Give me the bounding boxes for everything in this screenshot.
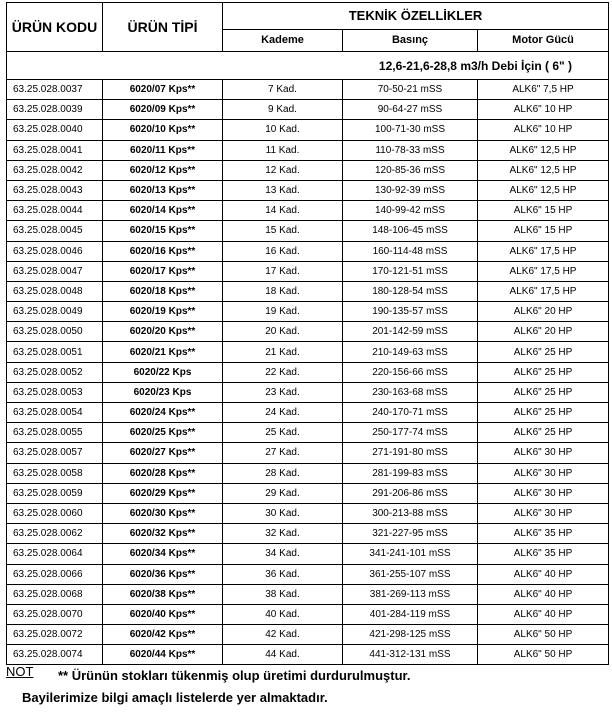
cell-motor-power: ALK6" 12,5 HP xyxy=(478,180,609,200)
cell-motor-power: ALK6" 50 HP xyxy=(478,645,609,665)
table-row xyxy=(7,120,609,140)
cell-product-type: 6020/38 Kps** xyxy=(103,584,223,604)
cell-product-code: 63.25.028.0046 xyxy=(7,241,103,261)
cell-product-type: 6020/30 Kps** xyxy=(103,503,223,523)
cell-motor-power: ALK6" 35 HP xyxy=(478,544,609,564)
cell-motor-power: ALK6" 25 HP xyxy=(478,423,609,443)
cell-product-type: 6020/21 Kps** xyxy=(103,342,223,362)
cell-product-code: 63.25.028.0044 xyxy=(7,201,103,221)
cell-stage: 42 Kad. xyxy=(223,625,343,645)
cell-stage: 38 Kad. xyxy=(223,584,343,604)
cell-stage: 10 Kad. xyxy=(223,120,343,140)
cell-stage: 27 Kad. xyxy=(223,443,343,463)
cell-pressure: 240-170-71 mSS xyxy=(343,403,478,423)
cell-product-code: 63.25.028.0052 xyxy=(7,362,103,382)
cell-stage: 19 Kad. xyxy=(223,302,343,322)
cell-motor-power: ALK6" 10 HP xyxy=(478,100,609,120)
cell-product-type: 6020/15 Kps** xyxy=(103,221,223,241)
header-stage: Kademe xyxy=(223,29,343,51)
cell-stage: 44 Kad. xyxy=(223,645,343,665)
cell-motor-power: ALK6" 12,5 HP xyxy=(478,160,609,180)
cell-product-type: 6020/22 Kps xyxy=(103,362,223,382)
cell-motor-power: ALK6" 40 HP xyxy=(478,604,609,624)
cell-stage: 29 Kad. xyxy=(223,483,343,503)
cell-product-code: 63.25.028.0070 xyxy=(7,604,103,624)
cell-product-type: 6020/27 Kps** xyxy=(103,443,223,463)
cell-product-code: 63.25.028.0064 xyxy=(7,544,103,564)
cell-pressure: 220-156-66 mSS xyxy=(343,362,478,382)
header-technical-specs: TEKNİK ÖZELLİKLER xyxy=(223,3,609,30)
cell-pressure: 341-241-101 mSS xyxy=(343,544,478,564)
cell-pressure: 210-149-63 mSS xyxy=(343,342,478,362)
table-row xyxy=(7,221,609,241)
table-row xyxy=(7,362,609,382)
cell-motor-power: ALK6" 20 HP xyxy=(478,302,609,322)
cell-pressure: 148-106-45 mSS xyxy=(343,221,478,241)
cell-motor-power: ALK6" 17,5 HP xyxy=(478,241,609,261)
cell-product-code: 63.25.028.0068 xyxy=(7,584,103,604)
table-row xyxy=(7,403,609,423)
cell-product-type: 6020/07 Kps** xyxy=(103,80,223,100)
table-row xyxy=(7,382,609,402)
cell-product-type: 6020/32 Kps** xyxy=(103,524,223,544)
cell-motor-power: ALK6" 50 HP xyxy=(478,625,609,645)
cell-stage: 18 Kad. xyxy=(223,281,343,301)
cell-product-code: 63.25.028.0050 xyxy=(7,322,103,342)
cell-motor-power: ALK6" 35 HP xyxy=(478,524,609,544)
cell-stage: 17 Kad. xyxy=(223,261,343,281)
cell-stage: 21 Kad. xyxy=(223,342,343,362)
cell-stage: 14 Kad. xyxy=(223,201,343,221)
cell-product-code: 63.25.028.0042 xyxy=(7,160,103,180)
table-row xyxy=(7,180,609,200)
cell-pressure: 180-128-54 mSS xyxy=(343,281,478,301)
cell-motor-power: ALK6" 10 HP xyxy=(478,120,609,140)
table-row xyxy=(7,423,609,443)
cell-motor-power: ALK6" 40 HP xyxy=(478,584,609,604)
cell-product-code: 63.25.028.0043 xyxy=(7,180,103,200)
flow-rate-caption: 12,6-21,6-28,8 m3/h Debi İçin ( 6" ) xyxy=(7,52,609,80)
header-pressure: Basınç xyxy=(343,29,478,51)
cell-product-type: 6020/13 Kps** xyxy=(103,180,223,200)
cell-stage: 40 Kad. xyxy=(223,604,343,624)
cell-pressure: 300-213-88 mSS xyxy=(343,503,478,523)
cell-product-code: 63.25.028.0048 xyxy=(7,281,103,301)
cell-product-code: 63.25.028.0059 xyxy=(7,483,103,503)
cell-product-type: 6020/24 Kps** xyxy=(103,403,223,423)
note-label: NOT xyxy=(6,664,34,679)
cell-stage: 34 Kad. xyxy=(223,544,343,564)
table-row xyxy=(7,140,609,160)
table-row xyxy=(7,302,609,322)
cell-product-type: 6020/16 Kps** xyxy=(103,241,223,261)
cell-stage: 20 Kad. xyxy=(223,322,343,342)
cell-product-code: 63.25.028.0055 xyxy=(7,423,103,443)
cell-product-type: 6020/09 Kps** xyxy=(103,100,223,120)
cell-motor-power: ALK6" 30 HP xyxy=(478,463,609,483)
table-row xyxy=(7,261,609,281)
cell-product-code: 63.25.028.0074 xyxy=(7,645,103,665)
cell-stage: 12 Kad. xyxy=(223,160,343,180)
cell-stage: 7 Kad. xyxy=(223,80,343,100)
cell-product-code: 63.25.028.0066 xyxy=(7,564,103,584)
cell-stage: 11 Kad. xyxy=(223,140,343,160)
cell-stage: 15 Kad. xyxy=(223,221,343,241)
header-product-type: ÜRÜN TİPİ xyxy=(103,3,223,52)
cell-product-code: 63.25.028.0037 xyxy=(7,80,103,100)
cell-product-code: 63.25.028.0058 xyxy=(7,463,103,483)
cell-motor-power: ALK6" 30 HP xyxy=(478,443,609,463)
table-row xyxy=(7,80,609,100)
table-row xyxy=(7,625,609,645)
cell-product-code: 63.25.028.0039 xyxy=(7,100,103,120)
cell-pressure: 291-206-86 mSS xyxy=(343,483,478,503)
table-row xyxy=(7,645,609,665)
product-table-wrapper xyxy=(6,2,608,665)
cell-stage: 13 Kad. xyxy=(223,180,343,200)
cell-pressure: 110-78-33 mSS xyxy=(343,140,478,160)
cell-product-code: 63.25.028.0072 xyxy=(7,625,103,645)
table-row xyxy=(7,201,609,221)
cell-pressure: 281-199-83 mSS xyxy=(343,463,478,483)
cell-product-type: 6020/34 Kps** xyxy=(103,544,223,564)
cell-pressure: 421-298-125 mSS xyxy=(343,625,478,645)
cell-product-type: 6020/20 Kps** xyxy=(103,322,223,342)
cell-stage: 30 Kad. xyxy=(223,503,343,523)
cell-product-code: 63.25.028.0060 xyxy=(7,503,103,523)
cell-pressure: 140-99-42 mSS xyxy=(343,201,478,221)
cell-stage: 28 Kad. xyxy=(223,463,343,483)
cell-motor-power: ALK6" 12,5 HP xyxy=(478,140,609,160)
note-line-2: Bayilerimize bilgi amaçlı listelerde yer almaktadır. xyxy=(22,690,328,705)
cell-product-type: 6020/23 Kps xyxy=(103,382,223,402)
cell-stage: 36 Kad. xyxy=(223,564,343,584)
cell-pressure: 120-85-36 mSS xyxy=(343,160,478,180)
cell-product-code: 63.25.028.0051 xyxy=(7,342,103,362)
cell-stage: 23 Kad. xyxy=(223,382,343,402)
cell-product-type: 6020/28 Kps** xyxy=(103,463,223,483)
table-row xyxy=(7,342,609,362)
cell-product-type: 6020/11 Kps** xyxy=(103,140,223,160)
cell-product-type: 6020/17 Kps** xyxy=(103,261,223,281)
cell-pressure: 70-50-21 mSS xyxy=(343,80,478,100)
cell-pressure: 230-163-68 mSS xyxy=(343,382,478,402)
cell-pressure: 130-92-39 mSS xyxy=(343,180,478,200)
table-row xyxy=(7,524,609,544)
table-row xyxy=(7,281,609,301)
table-row xyxy=(7,241,609,261)
cell-pressure: 190-135-57 mSS xyxy=(343,302,478,322)
cell-product-type: 6020/14 Kps** xyxy=(103,201,223,221)
header-motor-power: Motor Gücü xyxy=(478,29,609,51)
cell-product-code: 63.25.028.0040 xyxy=(7,120,103,140)
note-line-1: ** Ürünün stokları tükenmiş olup üretimi durdurulmuştur. xyxy=(58,668,411,683)
table-row xyxy=(7,564,609,584)
cell-product-code: 63.25.028.0054 xyxy=(7,403,103,423)
cell-pressure: 321-227-95 mSS xyxy=(343,524,478,544)
cell-motor-power: ALK6" 25 HP xyxy=(478,403,609,423)
table-row xyxy=(7,604,609,624)
header-product-code: ÜRÜN KODU xyxy=(7,3,103,52)
cell-pressure: 170-121-51 mSS xyxy=(343,261,478,281)
cell-product-type: 6020/25 Kps** xyxy=(103,423,223,443)
cell-motor-power: ALK6" 25 HP xyxy=(478,362,609,382)
cell-product-type: 6020/29 Kps** xyxy=(103,483,223,503)
table-row xyxy=(7,544,609,564)
cell-pressure: 441-312-131 mSS xyxy=(343,645,478,665)
table-row xyxy=(7,100,609,120)
cell-pressure: 361-255-107 mSS xyxy=(343,564,478,584)
cell-pressure: 381-269-113 mSS xyxy=(343,584,478,604)
cell-pressure: 271-191-80 mSS xyxy=(343,443,478,463)
cell-stage: 24 Kad. xyxy=(223,403,343,423)
table-row xyxy=(7,584,609,604)
table-row xyxy=(7,160,609,180)
cell-product-type: 6020/18 Kps** xyxy=(103,281,223,301)
cell-product-type: 6020/12 Kps** xyxy=(103,160,223,180)
cell-pressure: 90-64-27 mSS xyxy=(343,100,478,120)
cell-motor-power: ALK6" 25 HP xyxy=(478,342,609,362)
cell-pressure: 100-71-30 mSS xyxy=(343,120,478,140)
cell-product-code: 63.25.028.0057 xyxy=(7,443,103,463)
cell-product-code: 63.25.028.0041 xyxy=(7,140,103,160)
cell-product-code: 63.25.028.0047 xyxy=(7,261,103,281)
product-table xyxy=(6,2,609,665)
table-row xyxy=(7,463,609,483)
cell-motor-power: ALK6" 20 HP xyxy=(478,322,609,342)
cell-stage: 22 Kad. xyxy=(223,362,343,382)
cell-product-code: 63.25.028.0049 xyxy=(7,302,103,322)
table-row xyxy=(7,322,609,342)
cell-stage: 16 Kad. xyxy=(223,241,343,261)
cell-motor-power: ALK6" 7,5 HP xyxy=(478,80,609,100)
cell-product-code: 63.25.028.0062 xyxy=(7,524,103,544)
table-row xyxy=(7,503,609,523)
cell-product-type: 6020/36 Kps** xyxy=(103,564,223,584)
cell-stage: 9 Kad. xyxy=(223,100,343,120)
table-body xyxy=(7,80,609,665)
cell-product-type: 6020/10 Kps** xyxy=(103,120,223,140)
cell-motor-power: ALK6" 15 HP xyxy=(478,201,609,221)
cell-pressure: 250-177-74 mSS xyxy=(343,423,478,443)
cell-motor-power: ALK6" 17,5 HP xyxy=(478,261,609,281)
cell-product-code: 63.25.028.0045 xyxy=(7,221,103,241)
cell-pressure: 201-142-59 mSS xyxy=(343,322,478,342)
cell-motor-power: ALK6" 40 HP xyxy=(478,564,609,584)
cell-product-code: 63.25.028.0053 xyxy=(7,382,103,402)
cell-motor-power: ALK6" 15 HP xyxy=(478,221,609,241)
cell-motor-power: ALK6" 17,5 HP xyxy=(478,281,609,301)
cell-motor-power: ALK6" 25 HP xyxy=(478,382,609,402)
table-row xyxy=(7,443,609,463)
cell-pressure: 401-284-119 mSS xyxy=(343,604,478,624)
cell-pressure: 160-114-48 mSS xyxy=(343,241,478,261)
cell-product-type: 6020/40 Kps** xyxy=(103,604,223,624)
cell-motor-power: ALK6" 30 HP xyxy=(478,503,609,523)
table-row xyxy=(7,483,609,503)
cell-motor-power: ALK6" 30 HP xyxy=(478,483,609,503)
cell-product-type: 6020/42 Kps** xyxy=(103,625,223,645)
cell-product-type: 6020/44 Kps** xyxy=(103,645,223,665)
cell-stage: 32 Kad. xyxy=(223,524,343,544)
cell-stage: 25 Kad. xyxy=(223,423,343,443)
cell-product-type: 6020/19 Kps** xyxy=(103,302,223,322)
